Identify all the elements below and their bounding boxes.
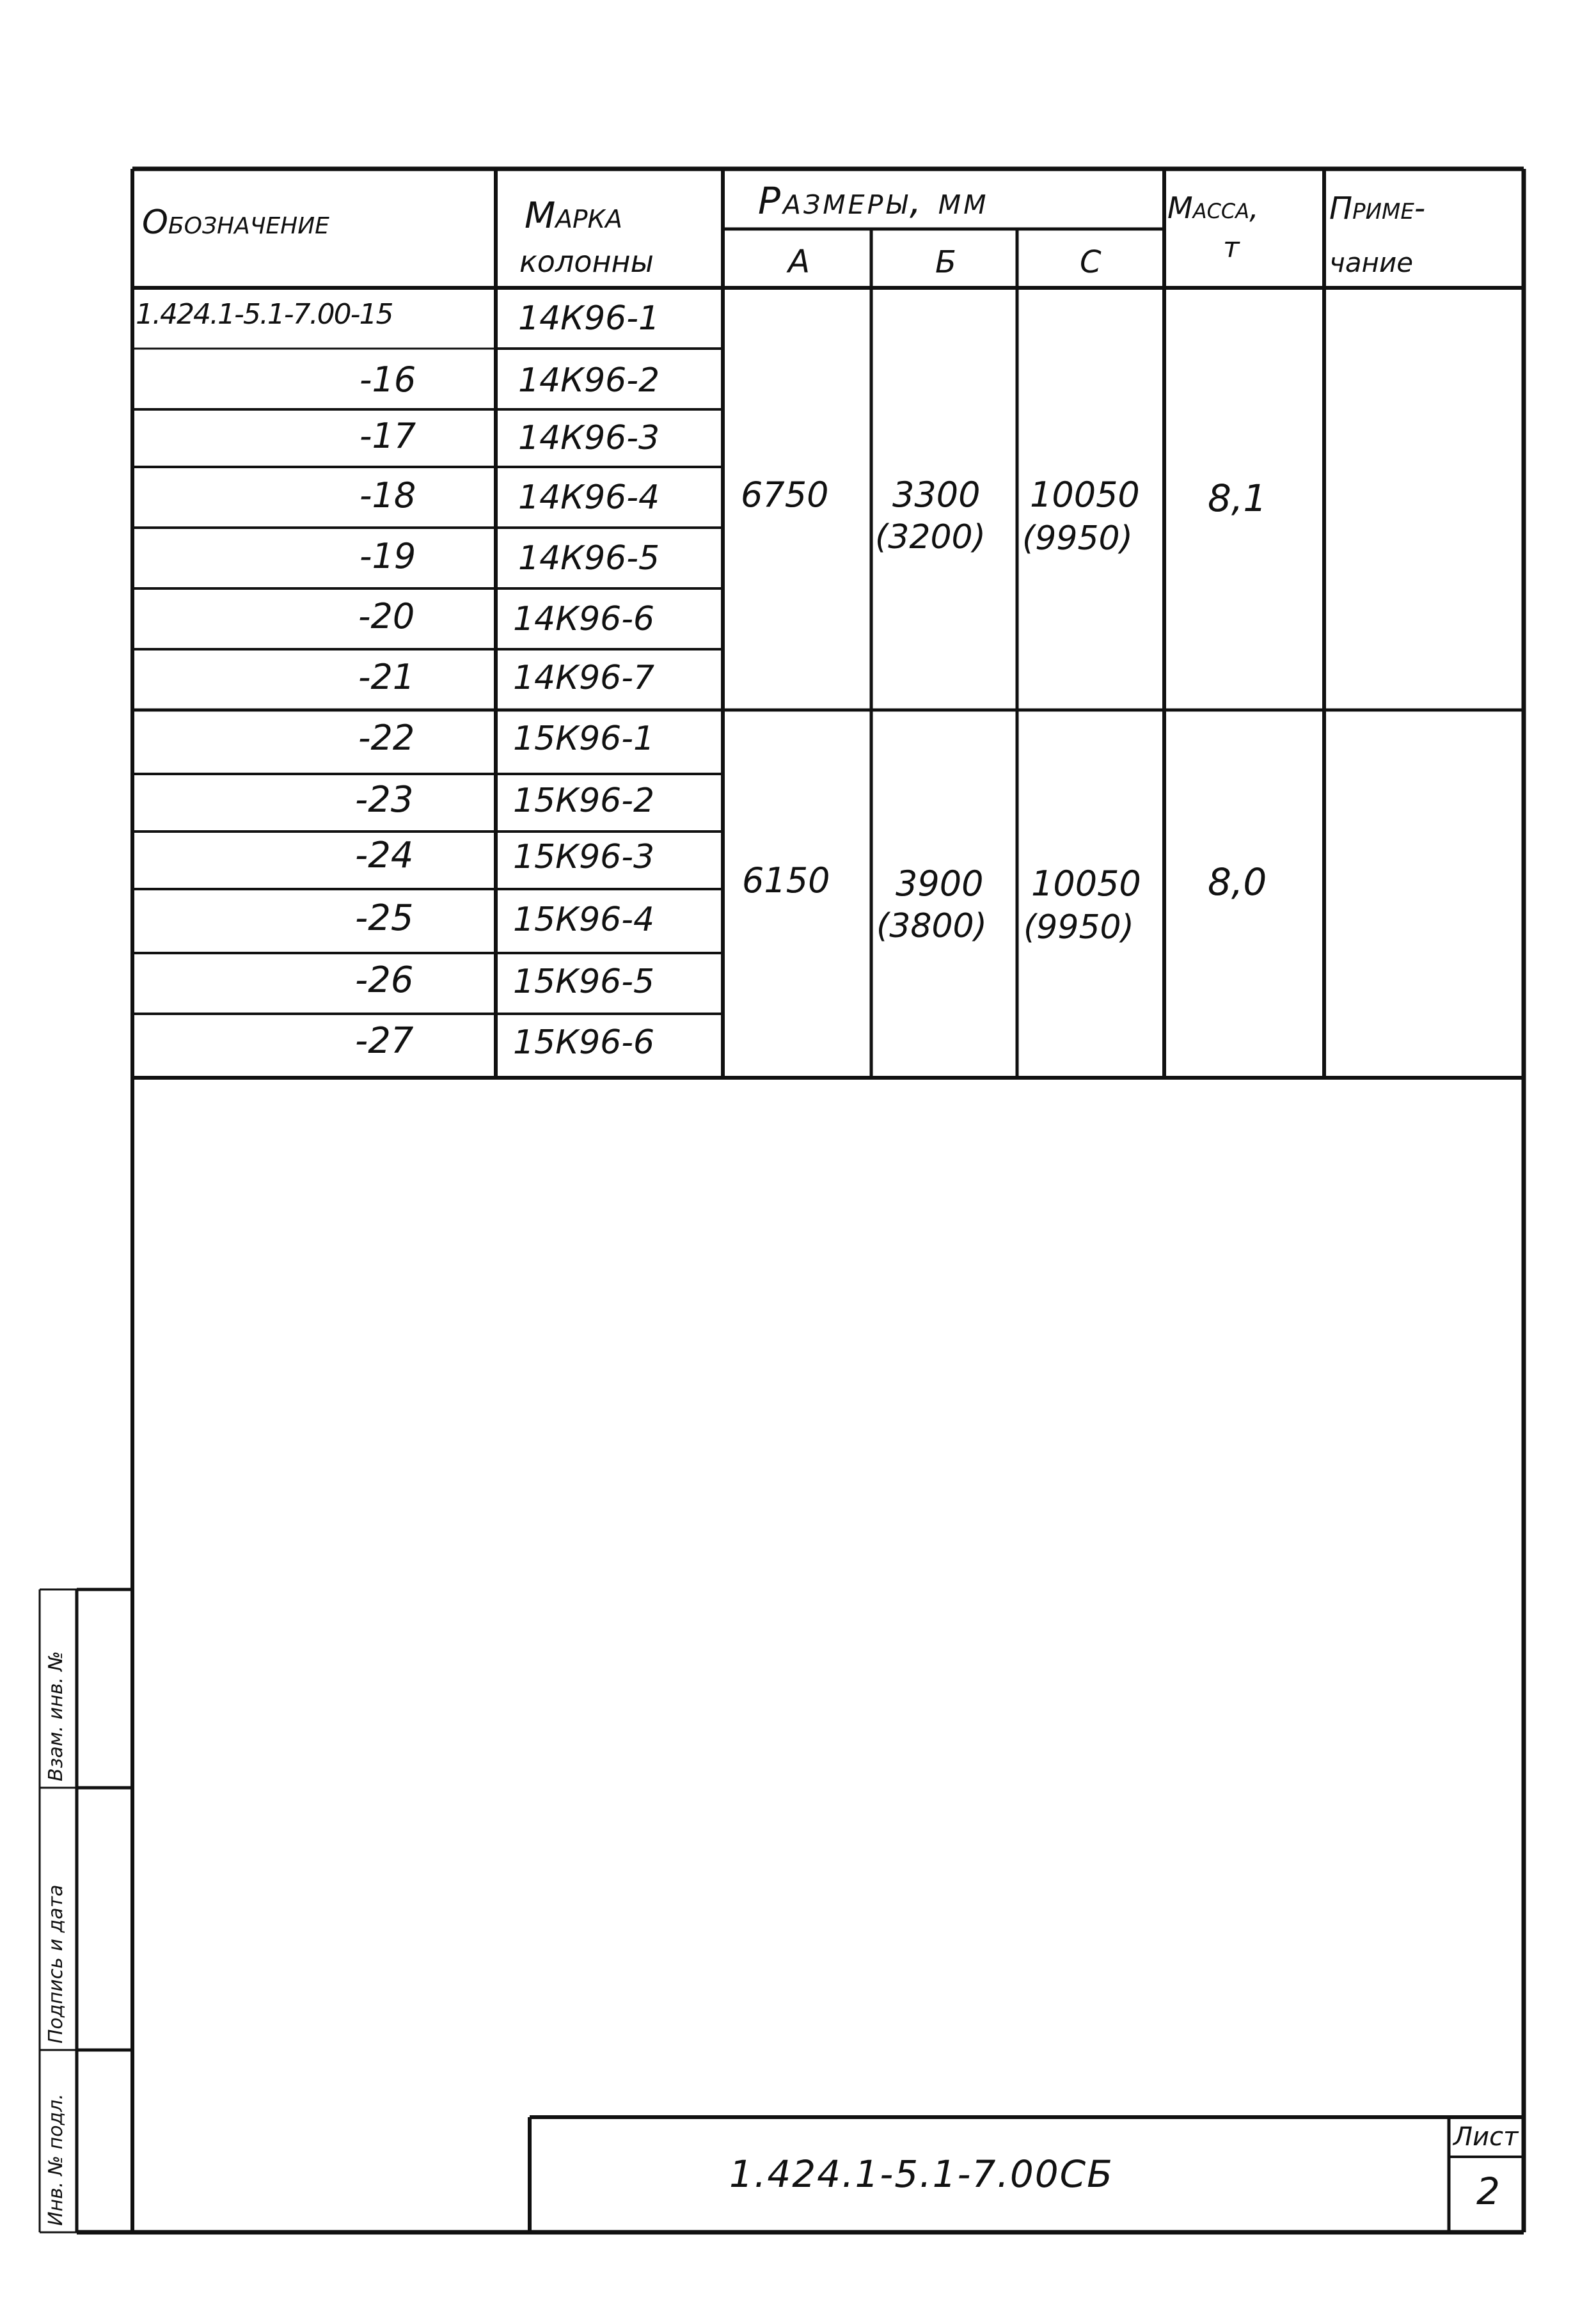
group2-size-c: 10050 [1031, 863, 1141, 904]
row-mark: 15К96-1 [513, 720, 655, 758]
group2-mass: 8,0 [1208, 860, 1267, 904]
row-mark: 15К96-3 [513, 838, 655, 876]
row-designation: -21 [358, 657, 415, 697]
group1-mass: 8,1 [1208, 477, 1267, 520]
row-designation: -17 [359, 416, 416, 456]
row-designation: 1.424.1-5.1-7.00-15 [136, 298, 393, 331]
header-mass-line1: Масса, [1167, 191, 1259, 225]
row-designation: -27 [355, 1020, 414, 1062]
group1-size-c-alt: (9950) [1022, 519, 1133, 558]
header-note-line2: чание [1329, 247, 1414, 278]
row-designation: -24 [355, 835, 414, 876]
row-designation: -22 [358, 718, 415, 758]
row-mark: 15К96-6 [513, 1023, 655, 1062]
row-designation: -16 [359, 359, 416, 400]
row-designation: -19 [359, 536, 416, 576]
sheet-number: 2 [1476, 2170, 1500, 2213]
stamp-replace-inv: Взам. инв. № [45, 1651, 67, 1781]
header-col-c: С [1080, 244, 1102, 280]
row-designation: -23 [355, 779, 414, 821]
row-designation: -26 [355, 959, 414, 1001]
header-mark-line2: колонны [519, 244, 654, 279]
header-col-b: Б [935, 244, 956, 280]
group1-size-b-alt: (3200) [875, 518, 986, 556]
group1-size-a: 6750 [741, 475, 829, 515]
row-mark: 14К96-2 [518, 361, 660, 400]
group2-size-c-alt: (9950) [1023, 908, 1134, 947]
stamp-inv-orig: Инв. № подл. [45, 2093, 67, 2226]
row-designation: -20 [358, 596, 415, 636]
sheet-label: Лист [1453, 2122, 1519, 2152]
row-mark: 14К96-6 [513, 600, 655, 638]
row-mark: 14К96-7 [513, 659, 655, 697]
header-note-line1: Приме- [1329, 191, 1426, 226]
row-mark: 15К96-4 [513, 901, 655, 939]
header-mass-line2: т [1223, 232, 1240, 264]
row-mark: 14К96-5 [518, 539, 660, 578]
group2-size-a: 6150 [742, 860, 830, 901]
header-col-a: А [788, 243, 810, 280]
header-sizes: Размеры, мм [758, 179, 989, 223]
header-mark-line1: Марка [525, 195, 622, 237]
group1-size-b: 3300 [892, 475, 981, 515]
row-mark: 15К96-5 [513, 963, 655, 1001]
header-designation: Обозначение [142, 203, 329, 242]
group2-size-b-alt: (3800) [876, 907, 987, 945]
row-designation: -18 [359, 475, 416, 516]
row-mark: 15К96-2 [513, 782, 655, 820]
document-code: 1.424.1-5.1-7.00СБ [729, 2152, 1114, 2196]
group1-size-c: 10050 [1030, 475, 1140, 515]
row-mark: 14К96-1 [518, 299, 660, 338]
row-mark: 14К96-3 [518, 419, 660, 457]
stamp-sign-date: Подпись и дата [45, 1884, 67, 2044]
group2-size-b: 3900 [896, 863, 984, 904]
row-mark: 14К96-4 [518, 478, 660, 517]
row-designation: -25 [355, 897, 414, 939]
